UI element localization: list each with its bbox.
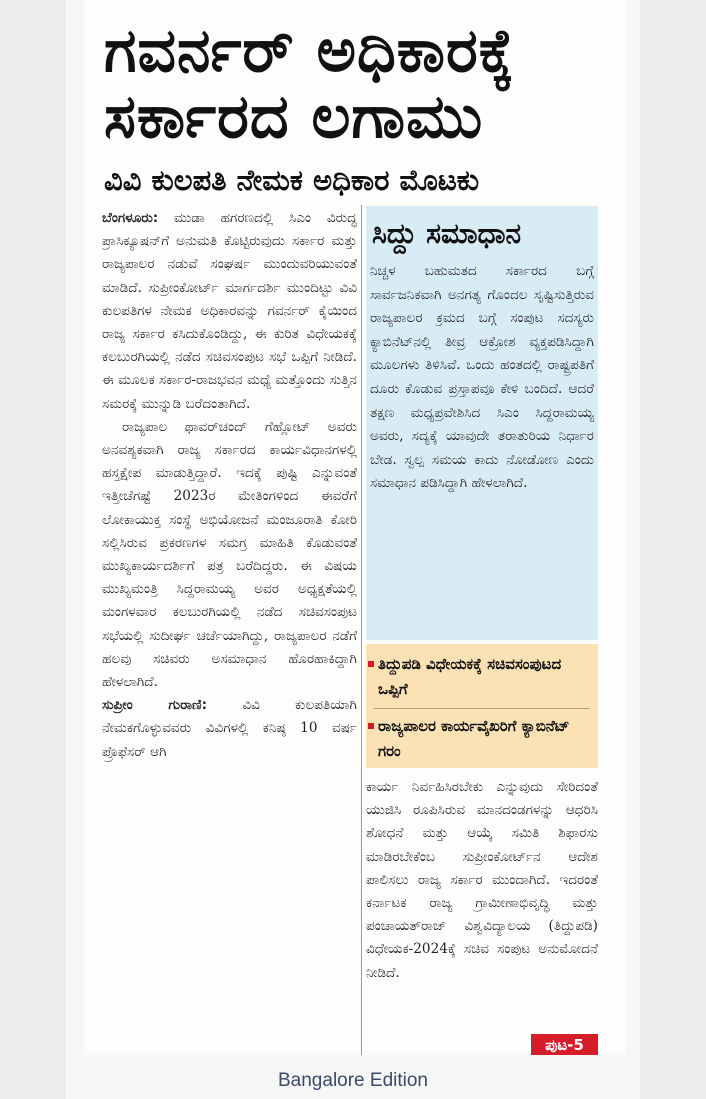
bullet-square-icon [368,661,374,667]
headline: ಗವರ್ನರ್ ಅಧಿಕಾರಕ್ಕೆ ಸರ್ಕಾರದ ಲಗಾಮು [104,16,515,152]
article-column-left [102,207,357,1055]
page-margin-right [640,0,706,1099]
page-number-badge: ಪುಟ-5 [531,1034,598,1055]
sidebar-body: ನಿಚ್ಚಳ ಬಹುಮತದ ಸರ್ಕಾರದ ಬಗ್ಗೆ ಸಾರ್ವಜನಿಕವಾಗಿ ಅನಗತ್ಯ ಗೊಂದಲ ಸೃಷ್ಟಿಸುತ್ತಿರುವ ರಾಜ್ಯಪಾಲರ ಕ್ರಮದ ಬಗ್ಗೆ ಸಂಪುಟ ಸದಸ್ಯರು ಕ್ಯಾಬಿನೆಟ್‌ನಲ್ಲಿ ತೀವ್ರ ಆಕ್ರೋಶ ವ್ಯಕ್ತಪಡಿಸಿದ್ದಾಗಿ ಮೂಲಗಳು ತಿಳಿಸಿವೆ. ಒಂದು ಹಂತದಲ್ಲಿ ರಾಷ್ಟ್ರಪತಿಗೆ ದೂರು ಕೊಡುವ ಪ್ರಸ್ತಾಪವೂ ಕೇಳಿ ಬಂದಿದೆ. ಆದರೆ ತಕ್ಷಣ ಮಧ್ಯಪ್ರವೇಶಿಸಿದ ಸಿಎಂ ಸಿದ್ದರಾಮಯ್ಯ ಅವರು, ಸದ್ಯಕ್ಕೆ ಯಾವುದೇ ತರಾತುರಿಯ ನಿರ್ಧಾರ ಬೇಡ. ಸ್ವಲ್ಪ ಸಮಯ ಕಾದು ನೋಡೋಣ ಎಂದು ಸಮಾಧಾನ ಪಡಿಸಿದ್ದಾಗಿ ಹೇಳಲಾಗಿದೆ. [370,263,594,492]
page-margin-left [0,0,66,1099]
highlight-item: ತಿದ್ದುಪಡಿ ವಿಧೇಯಕಕ್ಕೆ ಸಚಿವಸಂಪುಟದ ಒಪ್ಪಿಗೆ [378,652,590,702]
sidebar-box [366,206,598,640]
bullet-square-icon [368,723,374,729]
sidebar-title: ಸಿದ್ದು ಸಮಾಧಾನ [372,217,522,250]
subheadline: ವಿವಿ ಕುಲಪತಿ ನೇಮಕ ಅಧಿಕಾರ ಮೊಟಕು [104,163,480,197]
newspaper-clipping[interactable] [84,0,625,1055]
highlight-item: ರಾಜ್ಯಪಾಲರ ಕಾರ್ಯವೈಖರಿಗೆ ಕ್ಯಾಬಿನೆಟ್ ಗರಂ [378,714,590,764]
article-column-right [366,776,598,1054]
subhead-lead: ಸುಪ್ರೀಂ ಗುರಾಣಿ: [102,697,208,714]
paragraph-2: ರಾಜ್ಯಪಾಲ ಥಾವರ್‌ಚಂದ್ ಗೆಹ್ಲೋಟ್ ಅವರು ಅನವಶ್ಯಕವಾಗಿ ರಾಜ್ಯ ಸರ್ಕಾರದ ಕಾರ್ಯವಿಧಾನಗಳಲ್ಲಿ ಹಸ್ತಕ್ಷೇಪ ಮಾಡುತ್ತಿದ್ದಾರೆ. ಇದಕ್ಕೆ ಪುಷ್ಟಿ ಎನ್ನುವಂತೆ ಇತ್ತೀಚೆಗಷ್ಟೆ 2023ರ ಮೇತಿಂಗಳಿಂದ ಈವರೆಗೆ ಲೋಕಾಯುಕ್ತ ಸಂಸ್ಥೆ ಅಭಿಯೋಜನೆ ಮಂಜೂರಾತಿ ಕೋರಿ ಸಲ್ಲಿಸಿರುವ ಪ್ರಕರಣಗಳ ಸಮಗ್ರ ಮಾಹಿತಿ ಕೊಡುವಂತೆ ಮುಖ್ಯಕಾರ್ಯದರ್ಶಿಗೆ ಪತ್ರ ಬರೆದಿದ್ದರು. ಈ ವಿಷಯ ಮುಖ್ಯಮಂತ್ರಿ ಸಿದ್ದರಾಮಯ್ಯ ಅವರ ಅಧ್ಯಕ್ಷತೆಯಲ್ಲಿ ಮಂಗಳವಾರ ಕಲಬುರಗಿಯಲ್ಲಿ ನಡೆದ ಸಚಿವಸಂಪುಟ ಸಭೆಯಲ್ಲಿ ಸುದೀರ್ಘ ಚರ್ಚೆಯಾಗಿದ್ದು, ರಾಜ್ಯಪಾಲರ ನಡೆಗೆ ಹಲವು ಸಚಿವರು ಅಸಮಾಧಾನ ಹೊರಹಾಕಿದ್ದಾಗಿ ಹೇಳಲಾಗಿದೆ. [102,418,357,691]
paragraph-4: ಕಾರ್ಯ ನಿರ್ವಹಿಸಿರಬೇಕು ಎನ್ನುವುದು ಸೇರಿದಂತೆ ಯುಜಿಸಿ ರೂಪಿಸಿರುವ ಮಾನದಂಡಗಳನ್ನು ಆಧರಿಸಿ ಶೋಧನೆ ಮತ್ತು ಆಯ್ಕೆ ಸಮಿತಿ ಶಿಫಾರಸು ಮಾಡಿರಬೇಕೆಂಬ ಸುಪ್ರೀಂಕೋರ್ಟ್‌ನ ಆದೇಶ ಪಾಲಿಸಲು ರಾಜ್ಯ ಸರ್ಕಾರ ಮುಂದಾಗಿದೆ. ಇದರಂತೆ ಕರ್ನಾಟಕ ರಾಜ್ಯ ಗ್ರಾಮೀಣಾಭಿವೃದ್ಧಿ ಮತ್ತು ಪಂಚಾಯತ್‌ರಾಜ್ ವಿಶ್ವವಿದ್ಯಾಲಯ (ತಿದ್ದುಪಡಿ) ವಿಧೇಯಕ-2024ಕ್ಕೆ ಸಚಿವ ಸಂಪುಟ ಅನುಮೋದನೆ ನೀಡಿದೆ. [366,779,598,981]
highlights-box [366,644,598,768]
paragraph-3: ಸುಪ್ರೀಂ ಗುರಾಣಿ: ವಿವಿ ಕುಲಪತಿಯಾಗಿ ನೇಮಕಗೊಳ್ಳುವವರು ವಿವಿಗಳಲ್ಲಿ ಕನಿಷ್ಠ 10 ವರ್ಷ ಪ್ರೊಫೆಸರ್ ಆಗಿ [102,697,357,760]
paragraph-1: ಬೆಂಗಳೂರು: ಮುಡಾ ಹಗರಣದಲ್ಲಿ ಸಿಎಂ ವಿರುದ್ಧ ಪ್ರಾಸಿಕ್ಯೂಷನ್‌ಗೆ ಅನುಮತಿ ಕೊಟ್ಟಿರುವುದು ಸರ್ಕಾರ ಮತ್ತು ರಾಜ್ಯಪಾಲರ ನಡುವೆ ಸಂಘರ್ಷ ಮುಂದುವರಿಯುವಂತೆ ಮಾಡಿದೆ. ಸುಪ್ರೀಂಕೋರ್ಟ್ ಮಾರ್ಗದರ್ಶಿ ಮುಂದಿಟ್ಟು ವಿವಿ ಕುಲಪತಿಗಳ ನೇಮಕ ಅಧಿಕಾರವನ್ನು ಗವರ್ನರ್ ಕೈಯಿಂದ ರಾಜ್ಯ ಸರ್ಕಾರ ಕಸಿದುಕೊಂಡಿದ್ದು, ಈ ಕುರಿತ ವಿಧೇಯಕಕ್ಕೆ ಕಲಬುರಗಿಯಲ್ಲಿ ನಡೆದ ಸಚಿವಸಂಪುಟ ಸಭೆ ಒಪ್ಪಿಗೆ ನೀಡಿದೆ. ಈ ಮೂಲಕ ಸರ್ಕಾರ-ರಾಜಭವನ ಮಧ್ಯೆ ಮತ್ತೊಂದು ಸುತ್ತಿನ ಸಮರಕ್ಕೆ ಮುನ್ನುಡಿ ಬರೆದಂತಾಗಿದೆ. [102,210,357,412]
column-divider [361,205,362,1055]
dateline: ಬೆಂಗಳೂರು: [102,210,159,226]
edition-caption: Bangalore Edition [278,1070,428,1091]
highlight-divider [374,708,590,709]
